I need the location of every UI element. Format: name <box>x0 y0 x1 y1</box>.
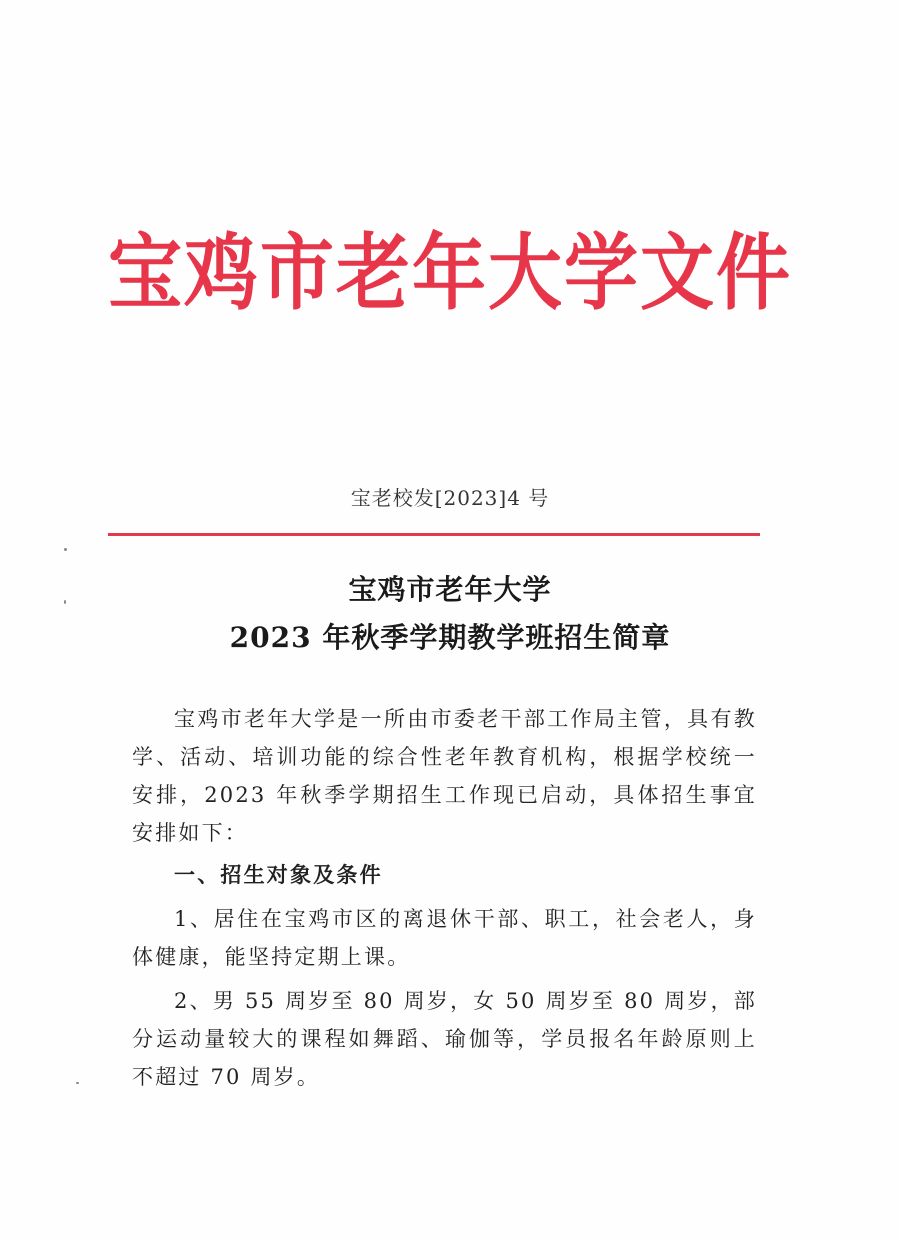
section-heading-enrollment: 一、招生对象及条件 <box>174 862 383 887</box>
scan-speck <box>64 600 66 604</box>
document-number: 宝老校发[2023]4 号 <box>350 486 550 510</box>
notice-title-line1: 宝鸡市老年大学 <box>348 573 552 606</box>
notice-title-line2: 2023 年秋季学期教学班招生简章 <box>229 621 671 654</box>
intro-paragraph: 宝鸡市老年大学是一所由市委老干部工作局主管，具有教学、活动、培训功能的综合性老年教育机构，根据学校统一安排，2023 年秋季学期招生工作现已启动，具体招生事宜安排如下： <box>132 707 757 845</box>
notice-title <box>0 566 900 662</box>
document-body <box>132 700 757 1096</box>
document-header-title: 宝鸡市老年大学文件 <box>108 225 792 322</box>
header-red-rule <box>108 533 760 536</box>
scan-speck <box>76 1082 79 1084</box>
scan-speck <box>64 548 67 551</box>
condition-item-2: 2、男 55 周岁至 80 周岁，女 50 周岁至 80 周岁，部分运动量较大的课程如舞蹈、瑜伽等，学员报名年龄原则上不超过 70 周岁。 <box>132 989 757 1089</box>
condition-item-1: 1、居住在宝鸡市区的离退休干部、职工，社会老人，身体健康，能坚持定期上课。 <box>132 907 757 969</box>
